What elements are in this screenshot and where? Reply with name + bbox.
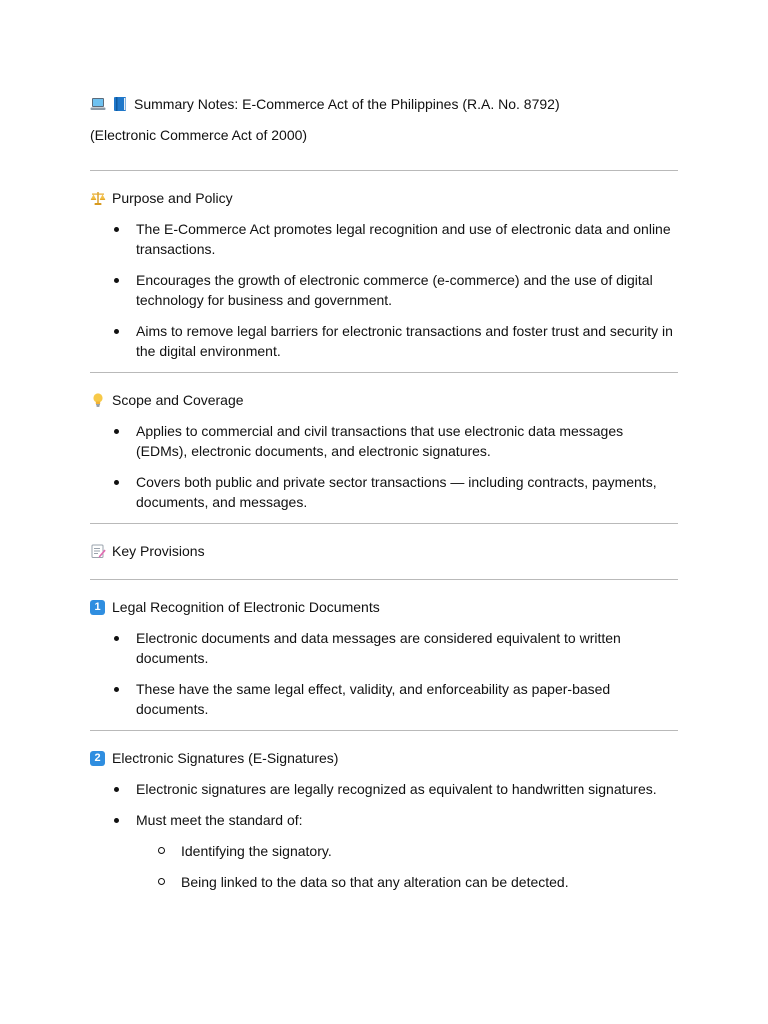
bullet-list (90, 628, 678, 719)
number-one-icon: 1 (90, 600, 105, 615)
document-title-line (90, 94, 678, 114)
section-heading-label: Legal Recognition of Electronic Documents (112, 599, 380, 615)
section-e-signatures (90, 731, 678, 892)
section-key-provisions (90, 524, 678, 561)
bullet-list (90, 421, 678, 512)
section-heading-purpose (90, 188, 678, 208)
section-scope (90, 373, 678, 512)
list-item: Covers both public and private sector transactions — including contracts, payments, documents, and messages. (90, 472, 678, 512)
sub-list-item: Identifying the signatory. (136, 841, 678, 861)
list-item-text: Must meet the standard of: (136, 812, 303, 828)
blue-book-icon (112, 96, 128, 112)
document-subtitle: (Electronic Commerce Act of 2000) (90, 127, 308, 143)
section-heading-label: Key Provisions (112, 543, 205, 559)
section-heading-label: Electronic Signatures (E-Signatures) (112, 750, 339, 766)
sub-list-item: Being linked to the data so that any alteration can be detected. (136, 872, 678, 892)
scales-icon (90, 190, 106, 206)
list-item (90, 810, 678, 892)
lightbulb-icon (90, 392, 106, 408)
bullet-list (90, 219, 678, 361)
section-heading-label: Purpose and Policy (112, 190, 233, 206)
section-heading-label: Scope and Coverage (112, 392, 244, 408)
section-heading-scope (90, 390, 678, 410)
list-item: Aims to remove legal barriers for electronic transactions and foster trust and security in the digital environment. (90, 321, 678, 361)
list-item: Encourages the growth of electronic commerce (e-commerce) and the use of digital technology for business and government. (90, 270, 678, 310)
document-title: Summary Notes: E-Commerce Act of the Philippines (R.A. No. 8792) (134, 96, 560, 112)
number-two-icon: 2 (90, 751, 105, 766)
section-heading-legal (90, 597, 678, 617)
section-legal-recognition (90, 580, 678, 719)
memo-icon (90, 543, 106, 559)
section-heading-esig (90, 748, 678, 768)
section-heading-key (90, 541, 678, 561)
laptop-icon (90, 96, 106, 112)
list-item: Electronic documents and data messages are considered equivalent to written documents. (90, 628, 678, 668)
bullet-list (90, 779, 678, 892)
list-item: Applies to commercial and civil transactions that use electronic data messages (EDMs), electronic documents, and electronic signatures. (90, 421, 678, 461)
list-item: Electronic signatures are legally recognized as equivalent to handwritten signatures. (90, 779, 678, 799)
section-purpose (90, 171, 678, 361)
list-item: These have the same legal effect, validity, and enforceability as paper-based documents. (90, 679, 678, 719)
list-item: The E-Commerce Act promotes legal recognition and use of electronic data and online transactions. (90, 219, 678, 259)
sub-bullet-list (136, 841, 678, 892)
